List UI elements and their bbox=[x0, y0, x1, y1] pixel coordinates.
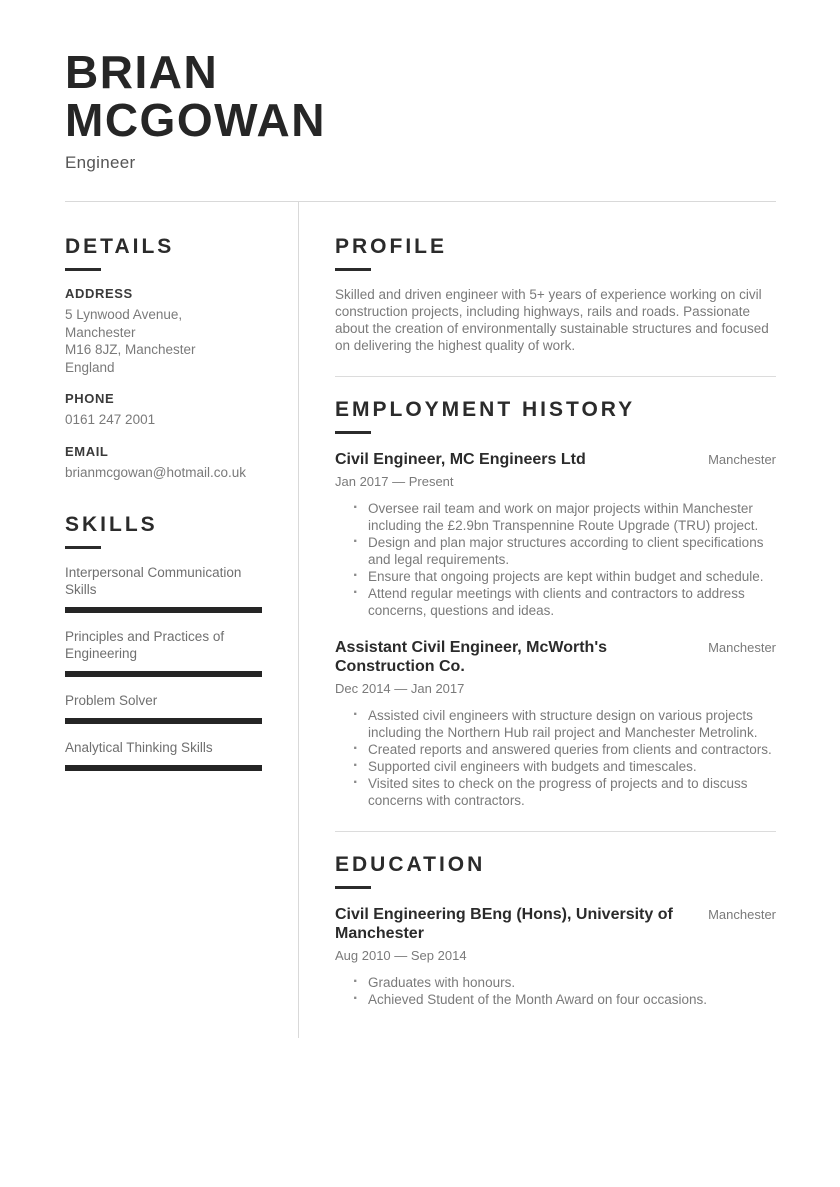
skill-label: Problem Solver bbox=[65, 693, 158, 708]
bullet-item: · Ensure that ongoing projects are kept within budget and schedule. bbox=[352, 568, 776, 585]
email-group bbox=[65, 444, 262, 482]
bullet-item: · Achieved Student of the Month Award on four occasions. bbox=[352, 991, 776, 1008]
employment-entry-bullets bbox=[335, 707, 776, 809]
address-label: ADDRESS bbox=[65, 286, 133, 301]
employment-entry-dates: Jan 2017 — Present bbox=[335, 473, 454, 489]
education-heading-underline bbox=[335, 886, 371, 889]
education-entry bbox=[335, 905, 776, 1008]
skills-section bbox=[65, 513, 262, 771]
details-heading: DETAILS bbox=[65, 235, 175, 258]
right-column bbox=[299, 202, 776, 1038]
bullet-item: · Oversee rail team and work on major projects within Manchester including the £2.9bn Transpennine Route Upgrade (TRU) project. bbox=[352, 500, 776, 534]
skill-item bbox=[65, 628, 262, 677]
skill-level-bar bbox=[65, 765, 262, 771]
left-column bbox=[65, 202, 299, 1038]
candidate-job-title: Engineer bbox=[65, 153, 136, 172]
section-divider bbox=[335, 376, 776, 377]
education-entry-head bbox=[335, 905, 776, 944]
employment-entry bbox=[335, 638, 776, 809]
resume-body bbox=[65, 201, 776, 1038]
skills-heading-underline bbox=[65, 546, 101, 549]
employment-entry-head bbox=[335, 638, 776, 677]
employment-entry-location: Manchester bbox=[708, 639, 776, 655]
address-group bbox=[65, 286, 262, 376]
employment-entry-location: Manchester bbox=[708, 452, 776, 467]
bullet-item: · Visited sites to check on the progress of projects and to discuss concerns with contractors. bbox=[352, 775, 776, 809]
candidate-name-line-2: MCGOWAN bbox=[65, 94, 326, 146]
address-line: M16 8JZ, Manchester bbox=[65, 342, 196, 357]
details-heading-underline bbox=[65, 268, 101, 271]
employment-entry-dates: Dec 2014 — Jan 2017 bbox=[335, 680, 465, 696]
bullet-item: · Graduates with honours. bbox=[352, 974, 776, 991]
phone-value: 0161 247 2001 bbox=[65, 412, 156, 427]
bullet-item: · Design and plan major structures according to client specifications and legal requirements. bbox=[352, 534, 776, 568]
skills-heading: SKILLS bbox=[65, 513, 158, 536]
skill-item bbox=[65, 739, 262, 771]
bullet-item: · Attend regular meetings with clients and contractors to address concerns, questions and ideas. bbox=[352, 585, 776, 619]
bullet-item: · Assisted civil engineers with structure design on various projects including the Northern Hub rail project and Manchester Metrolink. bbox=[352, 707, 776, 741]
skill-item bbox=[65, 564, 262, 613]
employment-entry-title: Assistant Civil Engineer, McWorth's Construction Co. bbox=[335, 638, 608, 675]
section-divider bbox=[335, 831, 776, 832]
resume-header bbox=[65, 48, 776, 173]
employment-entry-head bbox=[335, 450, 776, 470]
profile-section bbox=[335, 235, 776, 354]
education-section bbox=[335, 853, 776, 1008]
bullet-item: · Supported civil engineers with budgets and timescales. bbox=[352, 758, 776, 775]
address-line: Manchester bbox=[65, 324, 136, 340]
education-entry-dates: Aug 2010 — Sep 2014 bbox=[335, 947, 467, 963]
employment-heading-underline bbox=[335, 431, 371, 434]
address-line: 5 Lynwood Avenue, bbox=[65, 307, 183, 322]
education-entry-location: Manchester bbox=[708, 906, 776, 922]
employment-entry-bullets bbox=[335, 500, 776, 619]
education-entry-bullets bbox=[335, 974, 776, 1008]
candidate-name-line-1: BRIAN bbox=[65, 46, 219, 98]
employment-section bbox=[335, 398, 776, 809]
skill-item bbox=[65, 692, 262, 724]
details-section bbox=[65, 235, 262, 481]
skill-label: Interpersonal Communication Skills bbox=[65, 565, 242, 597]
skill-label: Principles and Practices of Engineering bbox=[65, 629, 225, 661]
employment-entry bbox=[335, 450, 776, 619]
education-heading: EDUCATION bbox=[335, 852, 486, 876]
skill-level-bar bbox=[65, 671, 262, 677]
profile-text: Skilled and driven engineer with 5+ years of experience working on civil construction projects, including highways, rails and roads. Passionate about the creation of environmentally sustainable structures and focused on delivering the highest quality of work. bbox=[335, 287, 769, 353]
skill-label: Analytical Thinking Skills bbox=[65, 740, 213, 755]
bullet-item: · Created reports and answered queries from clients and contractors. bbox=[352, 741, 776, 758]
skill-level-bar bbox=[65, 607, 262, 613]
profile-heading: PROFILE bbox=[335, 235, 448, 258]
education-entry-title: Civil Engineering BEng (Hons), University of Manchester bbox=[335, 905, 673, 942]
phone-label: PHONE bbox=[65, 391, 115, 406]
email-label: EMAIL bbox=[65, 443, 109, 459]
email-value: brianmcgowan@hotmail.co.uk bbox=[65, 464, 247, 480]
employment-entry-title: Civil Engineer, MC Engineers Ltd bbox=[335, 451, 586, 468]
address-line: England bbox=[65, 359, 115, 375]
profile-heading-underline bbox=[335, 268, 371, 271]
candidate-name bbox=[65, 48, 776, 144]
skill-level-bar bbox=[65, 718, 262, 724]
employment-heading: EMPLOYMENT HISTORY bbox=[335, 398, 636, 421]
phone-group bbox=[65, 391, 262, 429]
